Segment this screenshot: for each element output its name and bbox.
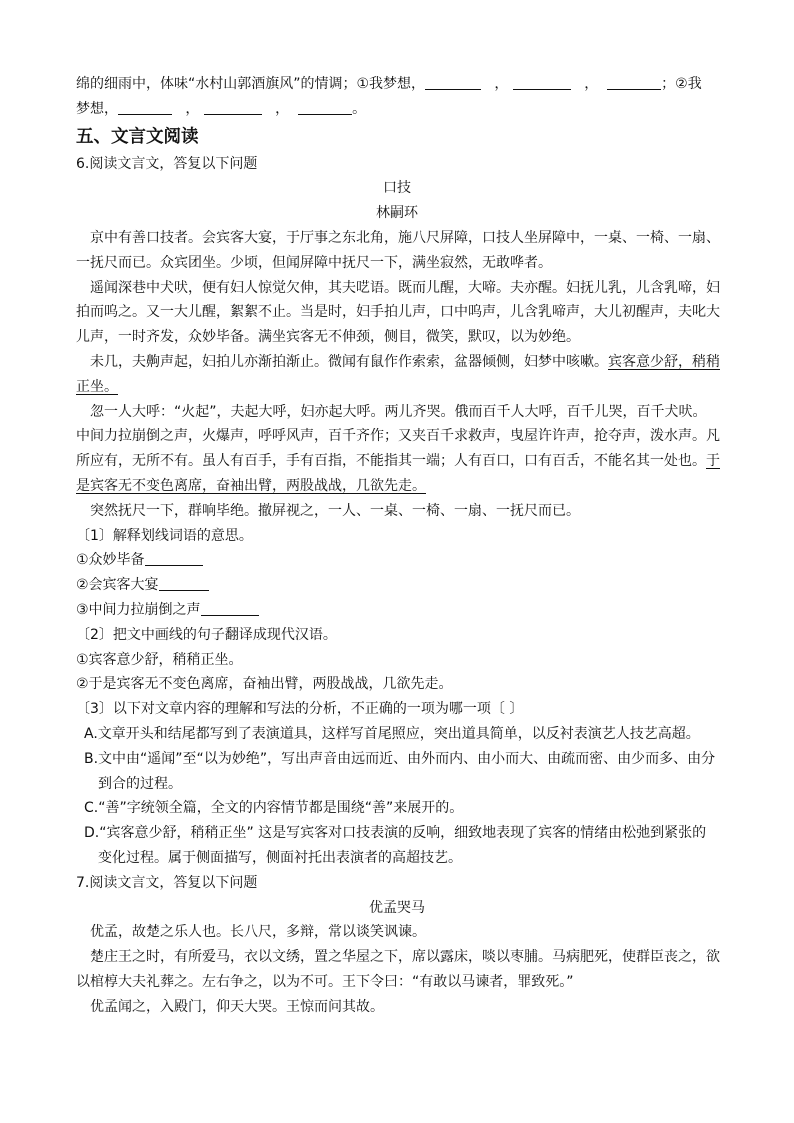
sub-question: 〔3〕以下对文章内容的理解和写法的分析，不正确的一项为哪一项〔 〕 [76,701,524,718]
sub-item [76,573,718,598]
text-segment: ②会宾客大宴 [76,577,159,594]
text-segment: ①众妙毕备 [76,552,145,569]
passage-author: 林嗣环 [376,205,418,222]
passage-line: 拍而呜之。又一大儿醒，絮絮不止。当是时，妇手拍儿声，口中呜声，儿含乳啼声，大儿初醒声，夫叱大 [76,304,720,321]
sub-item [76,548,718,573]
text-line [76,72,718,97]
text-segment: ；②我 [661,76,702,92]
sub-question: 〔2〕把文中画线的句子翻译成现代汉语。 [76,626,337,643]
passage-line: 楚庄王之时，有所爱马，衣以文绣，置之华屋之下，席以露床，啖以枣脯。马病肥死，使群臣丧之，欲 [90,949,720,966]
text-segment: 绵的细雨中，体味“水村山郭酒旗风”的情调；①我梦想， [76,76,426,92]
sub-question: 〔1〕解释划线词语的意思。 [76,527,253,544]
text-segment: 所应有，无所不有。虽人有百手，手有百指，不能指其一端；人有百口，口有百舌，不能名其一处也。 [76,453,706,470]
answer-blank[interactable] [425,75,481,90]
option-a[interactable]: A.文章开头和结尾都写到了表演道具，这样写首尾照应，突出道具简单，以反衬表演艺人技艺高超。 [84,725,700,742]
passage-line [76,474,718,499]
underlined-sentence: 是宾客无不变色离席，奋袖出臂，两股战战，几欲先走。 [76,477,426,494]
passage-line: 以棺椁大夫礼葬之。左右争之，以为不可。王下令曰：“有敢以马谏者，罪致死。” [76,973,574,990]
text-segment: ， [494,76,509,92]
passage-line: 忽一人大呼：“火起”，夫起大呼，妇亦起大呼。两儿齐哭。俄而百千人大呼，百千儿哭，百千犬吠。 [90,403,707,420]
passage-title: 优孟哭马 [369,899,425,916]
answer-blank[interactable] [298,100,352,115]
answer-blank[interactable] [204,100,262,115]
sub-item: ①宾客意少舒，稍稍正坐。 [76,651,243,668]
answer-blank[interactable] [513,75,571,90]
option-d-continued: 变化过程。属于侧面描写，侧面衬托出表演者的高超技艺。 [98,849,462,866]
sub-item: ②于是宾客无不变色离席，奋袖出臂，两股战战，几欲先走。 [76,676,453,693]
passage-line: 优孟，故楚之乐人也。长八尺，多辩，常以谈笑讽谏。 [90,924,426,941]
passage-line [76,449,718,474]
answer-blank[interactable] [118,100,172,115]
underlined-sentence: 于 [706,453,720,470]
answer-blank[interactable] [607,75,661,90]
passage-line: 突然抚尺一下，群响毕绝。撤屏视之，一人、一桌、一椅、一扇、一抚尺而已。 [90,502,580,519]
option-b-continued: 到合的过程。 [98,775,182,792]
text-segment: 梦想， [76,100,118,117]
passage-line: 优孟闻之，入殿门，仰天大哭。王惊而问其故。 [90,998,384,1015]
text-segment: ， [185,100,200,117]
underlined-sentence: 宾客意少舒，稍稍 [608,353,720,370]
document-page [76,72,718,1019]
question-heading: 7.阅读文言文，答复以下问题 [76,874,258,891]
passage-line: 一抚尺而已。众宾团坐。少顷，但闻屏障中抚尺一下，满坐寂然，无敢哗者。 [76,254,552,271]
text-segment: 。 [352,100,367,117]
option-c[interactable]: C.“善”字统领全篇，全文的内容情节都是围绕“善”来展开的。 [84,800,464,817]
option-b[interactable]: B.文中由“遥闻”至“以为妙绝”，写出声音由远而近、由外而内、由小而大、由疏而密、由少而多、由分 [84,750,716,767]
text-segment: ③中间力拉崩倒之声 [76,601,201,618]
section-heading: 五、文言文阅读 [76,126,199,147]
option-d[interactable]: D.“宾客意少舒，稍稍正坐” 这是写宾客对口技表演的反响，细致地表现了宾客的情绪由松弛到紧张的 [84,825,707,842]
passage-line: 京中有善口技者。会宾客大宴，于厅事之东北角，施八尺屏障，口技人坐屏障中，一桌、一椅、一扇、 [90,229,720,246]
answer-blank[interactable] [145,551,203,566]
text-line [76,97,718,122]
sub-item [76,598,718,623]
passage-line [76,350,718,375]
question-heading: 6.阅读文言文，答复以下问题 [76,155,258,172]
answer-blank[interactable] [201,601,259,616]
passage-line [76,375,718,400]
passage-line: 中间力拉崩倒之声，火爆声，呼呼风声，百千齐作；又夹百千求救声，曳屋许许声，抢夺声，泼水声。凡 [76,428,720,445]
text-segment: ， [275,100,290,117]
underlined-sentence: 正坐。 [76,378,118,395]
answer-blank[interactable] [159,576,209,591]
text-segment: 未几，夫齁声起，妇拍儿亦渐拍渐止。微闻有鼠作作索索，盆器倾侧，妇梦中咳嗽。 [90,353,608,370]
passage-line: 儿声，一时齐发，众妙毕备。满坐宾客无不伸颈，侧目，微笑，默叹，以为妙绝。 [76,329,580,346]
text-segment: ， [584,76,599,92]
passage-line: 遥闻深巷中犬吠，便有妇人惊觉欠伸，其夫呓语。既而儿醒，大啼。夫亦醒。妇抚儿乳，儿含乳啼，妇 [90,279,720,296]
passage-title: 口技 [383,180,411,197]
